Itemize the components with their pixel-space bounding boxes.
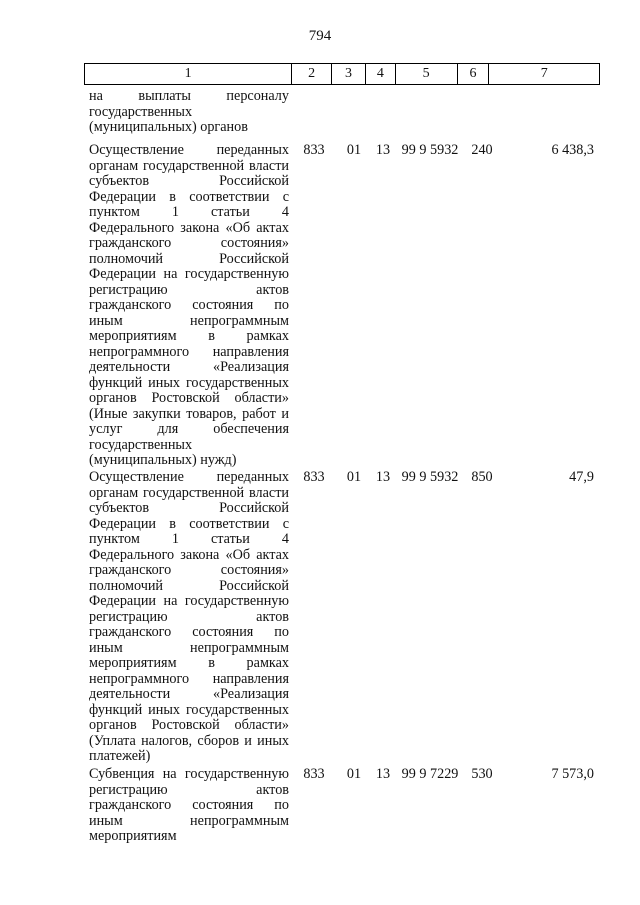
row-code-6: 850 [471, 469, 493, 485]
row-description: на выплаты персоналу государственных (муниципальных) органов [89, 88, 289, 135]
row-code-3: 01 [346, 766, 362, 782]
table-header [84, 63, 600, 85]
row-code-3: 01 [346, 469, 362, 485]
row-description: Субвенция на государственную регистрацию актов гражданского состояния по иным непрограммным мероприятиям [89, 766, 289, 844]
column-header-3: 3 [332, 64, 366, 84]
row-code-4: 13 [375, 142, 391, 158]
row-code-4: 13 [375, 469, 391, 485]
row-code-2: 833 [303, 142, 325, 158]
row-code-2: 833 [303, 469, 325, 485]
row-description: Осуществление переданных органам государственной власти субъектов Российской Федерации в соответствии с пунктом 1 статьи 4 Федерального закона «Об актах гражданского состояния» полномочий Российской Федерации на государственную регистрацию актов гражданского состояния по иным непрограммным мероприятиям в рамках непрограммного направления деятельности «Реализация функций иных государственных органов Ростовской области» (Уплата налогов, сборов и иных платежей) [89, 469, 289, 764]
column-header-2: 2 [292, 64, 332, 84]
page-number: 794 [308, 28, 332, 44]
table-row [84, 89, 600, 137]
table-row [84, 766, 600, 844]
row-description: Осуществление переданных органам государственной власти субъектов Российской Федерации в соответствии с пунктом 1 статьи 4 Федерального закона «Об актах гражданского состояния» полномочий Российской Федерации на государственную регистрацию актов гражданского состояния по иным непрограммным мероприятиям в рамках непрограммного направления деятельности «Реализация функций иных государственных органов Ростовской области» (Иные закупки товаров, работ и услуг для обеспечения государственных (муниципальных) нужд) [89, 142, 289, 468]
row-code-6: 530 [471, 766, 493, 782]
column-header-1: 1 [85, 64, 292, 84]
table-row [84, 142, 600, 468]
column-header-7: 7 [540, 66, 548, 81]
row-code-5: 99 9 5932 [401, 469, 459, 485]
table-row [84, 469, 600, 764]
column-header-5: 5 [396, 64, 458, 84]
row-code-6: 240 [471, 142, 493, 158]
row-code-2: 833 [303, 766, 325, 782]
row-code-3: 01 [346, 142, 362, 158]
row-amount: 47,9 [569, 469, 594, 485]
row-amount: 7 573,0 [551, 766, 594, 782]
row-code-4: 13 [375, 766, 391, 782]
row-code-5: 99 9 5932 [401, 142, 459, 158]
column-header-6: 6 [458, 64, 490, 84]
row-amount: 6 438,3 [551, 142, 594, 158]
row-code-5: 99 9 7229 [401, 766, 459, 782]
column-header-4: 4 [366, 64, 396, 84]
